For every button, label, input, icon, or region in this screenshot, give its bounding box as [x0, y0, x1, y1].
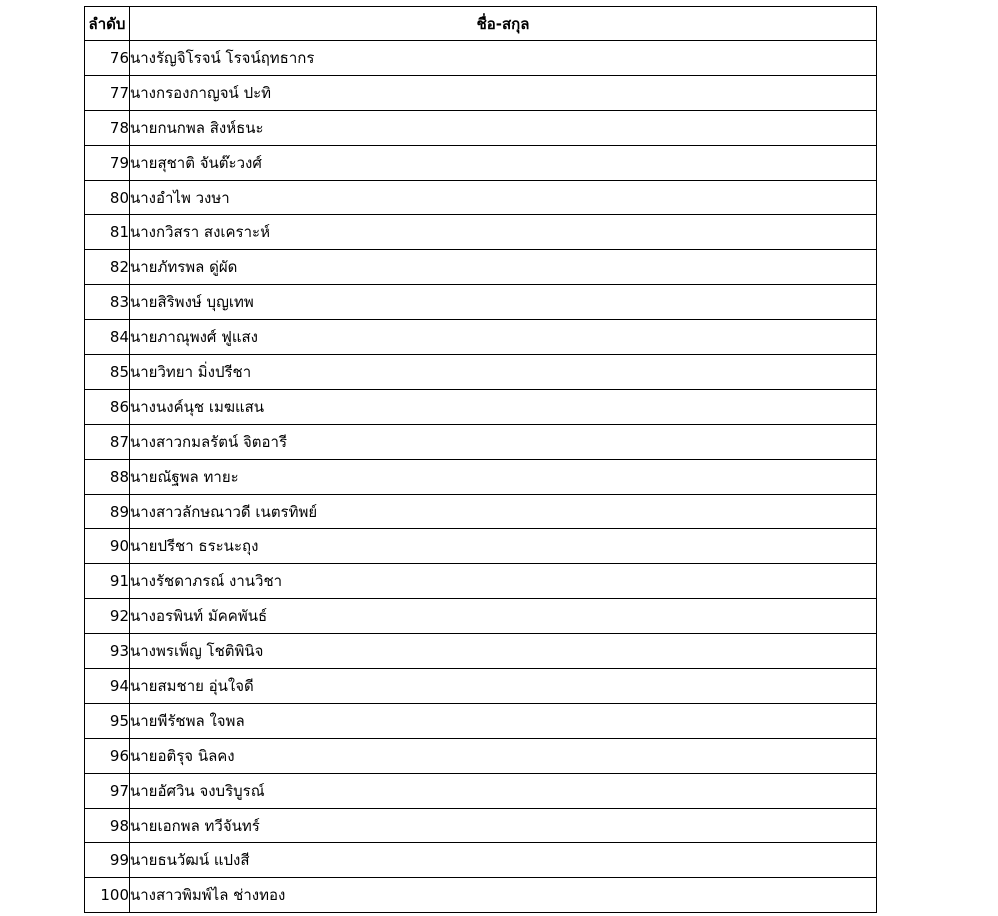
row-full-name: นายพีรัชพล ใจพล [130, 703, 877, 738]
row-full-name: นางรัชดาภรณ์ งานวิชา [130, 564, 877, 599]
row-full-name: นายอัศวิน จงบริบูรณ์ [130, 773, 877, 808]
table-row [85, 808, 877, 843]
row-number: 98 [85, 808, 130, 843]
row-full-name: นายธนวัฒน์ แปงสี [130, 843, 877, 878]
row-full-name: นายภัทรพล ดู่ผัด [130, 250, 877, 285]
row-number: 88 [85, 459, 130, 494]
table-row [85, 41, 877, 76]
table-row [85, 320, 877, 355]
header-name: ชื่อ-สกุล [130, 7, 877, 41]
row-number: 92 [85, 599, 130, 634]
table-row [85, 494, 877, 529]
row-number: 95 [85, 703, 130, 738]
table-row [85, 75, 877, 110]
row-full-name: นายปรีชา ธระนะถุง [130, 529, 877, 564]
row-full-name: นายกนกพล สิงห์ธนะ [130, 110, 877, 145]
row-full-name: นางพรเพ็ญ โชติพินิจ [130, 634, 877, 669]
table-row [85, 564, 877, 599]
table-header-row [85, 7, 877, 41]
table-row [85, 459, 877, 494]
row-full-name: นายสมชาย อุ่นใจดี [130, 669, 877, 704]
row-number: 79 [85, 145, 130, 180]
row-full-name: นายอติรุจ นิลคง [130, 738, 877, 773]
row-number: 89 [85, 494, 130, 529]
table-row [85, 773, 877, 808]
name-roster-table [84, 6, 877, 913]
row-full-name: นางสาวกมลรัตน์ จิตอารี [130, 424, 877, 459]
row-number: 86 [85, 389, 130, 424]
table-row [85, 703, 877, 738]
row-number: 81 [85, 215, 130, 250]
table-row [85, 878, 877, 913]
row-full-name: นายภาณุพงศ์ ฟูแสง [130, 320, 877, 355]
row-number: 80 [85, 180, 130, 215]
row-number: 90 [85, 529, 130, 564]
table-row [85, 285, 877, 320]
row-number: 78 [85, 110, 130, 145]
row-number: 96 [85, 738, 130, 773]
table-row [85, 145, 877, 180]
row-number: 91 [85, 564, 130, 599]
table-row [85, 355, 877, 390]
row-number: 76 [85, 41, 130, 76]
table-body [85, 41, 877, 913]
row-number: 99 [85, 843, 130, 878]
row-number: 93 [85, 634, 130, 669]
table-row [85, 424, 877, 459]
row-number: 97 [85, 773, 130, 808]
table-row [85, 215, 877, 250]
table-row [85, 110, 877, 145]
table-row [85, 669, 877, 704]
row-full-name: นางสาวลักษณาวดี เนตรทิพย์ [130, 494, 877, 529]
row-full-name: นางสาวพิมพ์ไล ช่างทอง [130, 878, 877, 913]
row-full-name: นายณัฐพล ทายะ [130, 459, 877, 494]
table-row [85, 389, 877, 424]
table-row [85, 634, 877, 669]
row-number: 87 [85, 424, 130, 459]
table-row [85, 180, 877, 215]
row-full-name: นางกวิสรา สงเคราะห์ [130, 215, 877, 250]
header-number: ลำดับ [85, 7, 130, 41]
row-full-name: นางอรพินท์ มัคคพันธ์ [130, 599, 877, 634]
row-full-name: นางรัญจิโรจน์ โรจน์ฤทธากร [130, 41, 877, 76]
table-row [85, 738, 877, 773]
row-number: 94 [85, 669, 130, 704]
table-row [85, 843, 877, 878]
row-full-name: นายเอกพล ทวีจันทร์ [130, 808, 877, 843]
row-full-name: นางอำไพ วงษา [130, 180, 877, 215]
row-full-name: นายสิริพงษ์ บุญเทพ [130, 285, 877, 320]
row-number: 77 [85, 75, 130, 110]
row-number: 82 [85, 250, 130, 285]
row-full-name: นางกรองกาญจน์ ปะทิ [130, 75, 877, 110]
row-number: 100 [85, 878, 130, 913]
row-full-name: นายสุชาติ จันต๊ะวงศ์ [130, 145, 877, 180]
table-row [85, 599, 877, 634]
row-number: 85 [85, 355, 130, 390]
row-number: 84 [85, 320, 130, 355]
table-row [85, 250, 877, 285]
table-row [85, 529, 877, 564]
row-number: 83 [85, 285, 130, 320]
row-full-name: นายวิทยา มิ่งปรีชา [130, 355, 877, 390]
row-full-name: นางนงค์นุช เมฆแสน [130, 389, 877, 424]
